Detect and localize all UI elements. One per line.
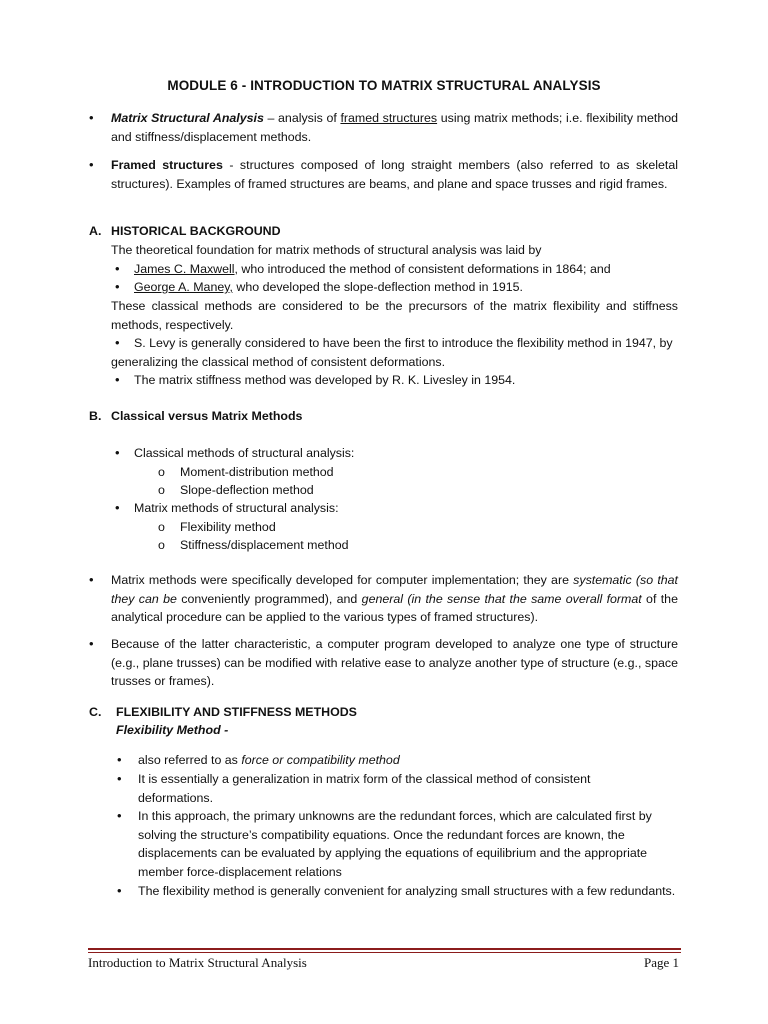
small-structures-item: The flexibility method is generally convenient for analyzing small structures with a few redundants. xyxy=(138,884,676,898)
latter-characteristic-paragraph: Because of the latter characteristic, a computer program developed to analyze one type of structure (e.g., plane trusses) can be modified with relative ease to analyze another type of structure (e.g., space trusses or frames). xyxy=(111,637,678,689)
circle-bullet-icon: o xyxy=(158,520,165,534)
footer-rule-thin xyxy=(88,952,681,953)
bullet-icon: • xyxy=(115,500,120,515)
section-a-paragraph: These classical methods are considered to be the precursors of the matrix flexibility and stiffness methods, respectively. xyxy=(111,299,678,332)
stiffness-method-item: Stiffness/displacement method xyxy=(180,538,349,552)
footer-rule-thick xyxy=(88,948,681,950)
matrix-methods-paragraph: Matrix methods were specifically developed for computer implementation; they are systematic (so that they can be conveniently programmed), and general (in the sense that the same overall format of the analytical procedure can be applied to the various types of framed structures). xyxy=(111,573,678,625)
section-b-label: B. xyxy=(89,409,102,423)
generalization-item: It is essentially a generalization in matrix form of the classical method of consistent deformations. xyxy=(138,772,591,805)
bullet-icon: • xyxy=(115,279,120,294)
intro-matrix-structural-analysis: Matrix Structural Analysis – analysis of framed structures using matrix methods; i.e. flexibility method and stiffness/displacement methods. xyxy=(111,111,678,144)
section-a-lead: The theoretical foundation for matrix methods of structural analysis was laid by xyxy=(111,243,542,257)
bullet-icon: • xyxy=(115,335,120,350)
maney-item: George A. Maney, who developed the slope-deflection method in 1915. xyxy=(134,280,523,294)
bullet-icon: • xyxy=(89,157,94,172)
section-a-heading: HISTORICAL BACKGROUND xyxy=(111,224,281,238)
page-number: Page 1 xyxy=(643,955,679,970)
matrix-methods-item: Matrix methods of structural analysis: xyxy=(134,501,339,515)
bullet-icon: • xyxy=(115,445,120,460)
term-framed-structures: Framed structures xyxy=(111,158,223,172)
section-c-heading: FLEXIBILITY AND STIFFNESS METHODS xyxy=(116,705,357,719)
bullet-icon: • xyxy=(89,572,94,587)
force-method-item: also referred to as force or compatibility method xyxy=(138,753,400,767)
bullet-icon: • xyxy=(89,110,94,125)
livesley-item: The matrix stiffness method was developed by R. K. Livesley in 1954. xyxy=(134,373,516,387)
primary-unknowns-item: In this approach, the primary unknowns are the redundant forces, which are calculated first by solving the structure’s compatibility equations. Once the redundant forces are known, the displacements can be evaluated by applying the equations of equilibrium and the appropriate member force-displacement relations xyxy=(138,809,652,879)
bullet-icon: • xyxy=(89,636,94,651)
maney-name: George A. Maney, xyxy=(134,280,233,294)
moment-distribution-item: Moment-distribution method xyxy=(180,465,334,479)
levy-item: S. Levy is generally considered to have been the first to introduce the flexibility method in 1947, by generalizing the classical method of consistent deformations. xyxy=(111,336,673,369)
bullet-icon: • xyxy=(117,771,122,786)
page-title: MODULE 6 - INTRODUCTION TO MATRIX STRUCTURAL ANALYSIS xyxy=(167,78,601,93)
bullet-icon: • xyxy=(117,752,122,767)
footer-title: Introduction to Matrix Structural Analysis xyxy=(88,955,307,970)
circle-bullet-icon: o xyxy=(158,465,165,479)
section-a-label: A. xyxy=(89,224,102,238)
section-b-heading: Classical versus Matrix Methods xyxy=(111,409,303,423)
bullet-icon: • xyxy=(115,372,120,387)
section-c-label: C. xyxy=(89,705,102,719)
circle-bullet-icon: o xyxy=(158,483,165,497)
maxwell-item: James C. Maxwell, who introduced the method of consistent deformations in 1864; and xyxy=(134,262,611,276)
term-framed-structures-underlined: framed structures xyxy=(340,111,438,125)
bullet-icon: • xyxy=(117,808,122,823)
flexibility-method-subheading: Flexibility Method - xyxy=(116,723,229,737)
term-matrix-structural-analysis: Matrix Structural Analysis xyxy=(111,111,264,125)
slope-deflection-item: Slope-deflection method xyxy=(180,483,314,497)
bullet-icon: • xyxy=(117,883,122,898)
flexibility-method-item: Flexibility method xyxy=(180,520,276,534)
maxwell-name: James C. Maxwell xyxy=(134,262,235,276)
intro-framed-structures: Framed structures - structures composed of long straight members (also referred to as skeletal structures). Examples of framed structures are beams, and plane and space trusses and rigid frames. xyxy=(111,158,678,191)
bullet-icon: • xyxy=(115,261,120,276)
circle-bullet-icon: o xyxy=(158,538,165,552)
classical-methods-item: Classical methods of structural analysis: xyxy=(134,446,355,460)
